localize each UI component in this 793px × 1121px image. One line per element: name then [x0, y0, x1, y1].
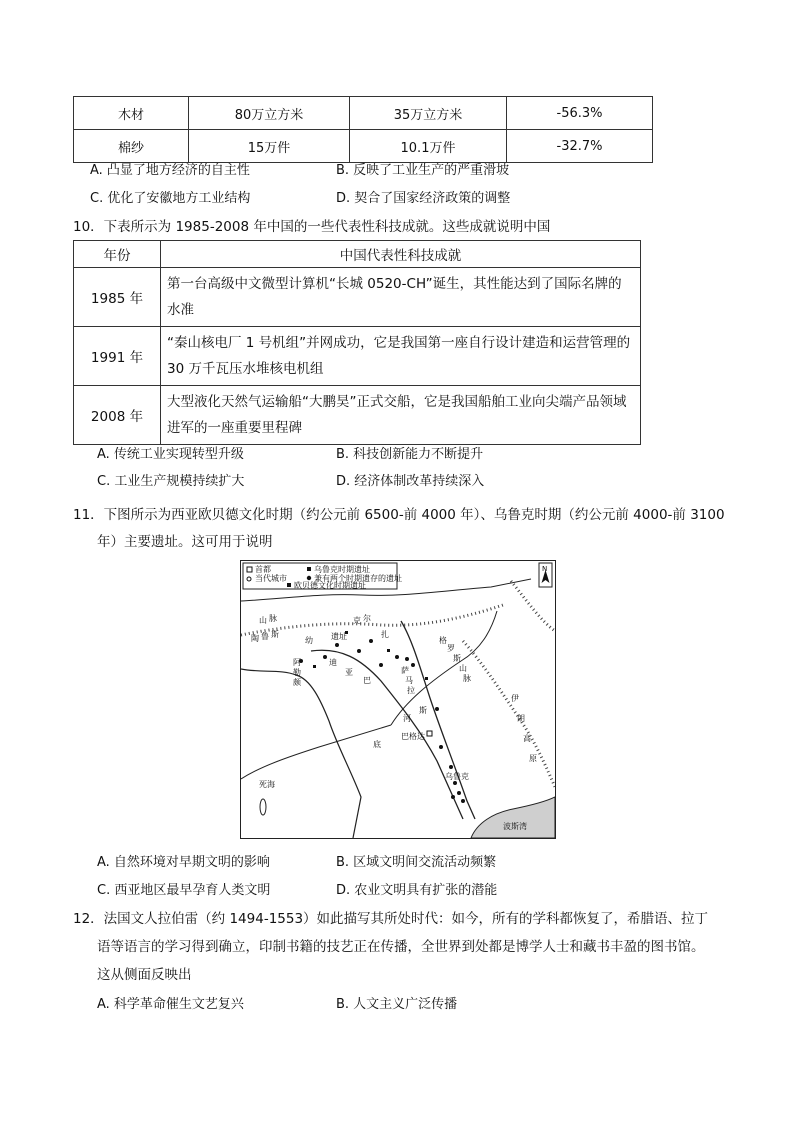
map-label-dead-sea: 死海 — [259, 780, 275, 789]
q12-stem-line2: 语等语言的学习得到确立，印制书籍的技艺正在传播，全世界到处都是博学人士和藏书丰盈的图书馆。 — [97, 939, 705, 955]
table-cell: -56.3% — [507, 97, 653, 130]
map-label: 罗 — [447, 644, 455, 653]
map-drawing — [241, 561, 555, 838]
site-marker — [411, 663, 415, 667]
map-label: 幼 — [305, 636, 313, 645]
map-label-baghdad: 巴格达 — [401, 732, 425, 741]
coastline-west — [241, 669, 361, 838]
table-tech-achievements — [73, 240, 641, 445]
table-row — [74, 268, 641, 327]
q9-option-a: A. 凸显了地方经济的自主性 — [90, 163, 250, 178]
q11-option-a: A. 自然环境对早期文明的影响 — [97, 855, 270, 870]
table-header: 年份 — [74, 241, 161, 268]
q10-stem: 10．下表所示为 1985-2008 年中国的一些代表性科技成就。这些成就说明中国 — [73, 219, 551, 235]
map-label: 萨 — [401, 666, 409, 675]
site-marker — [369, 639, 373, 643]
table-cell-text: 大型液化天然气运输船“大鹏昊”正式交船，它是我国船舶工业向尖端产品领域进军的一座重要里程碑 — [161, 386, 641, 445]
q12-option-a: A. 科学革命催生文艺复兴 — [97, 997, 244, 1012]
site-marker — [425, 677, 428, 680]
map-label: 阿 — [293, 658, 301, 667]
q12-stem-line1: 12．法国文人拉伯雷（约 1494-1553）如此描写其所处时代：如今，所有的学科都恢复了，希腊语、拉丁 — [73, 911, 709, 927]
dead-sea-shape — [260, 799, 266, 815]
legend-label: 兼有两个时期遗存的遗址 — [314, 574, 402, 583]
tigris-river-line — [401, 621, 475, 819]
site-markers — [299, 631, 465, 803]
map-label: 伊 — [511, 694, 519, 703]
map-label: 拉 — [407, 686, 415, 695]
q10-option-b: B. 科技创新能力不断提升 — [336, 447, 484, 462]
map-label: 马 — [405, 676, 413, 685]
site-marker — [449, 765, 453, 769]
map-label: 高 — [523, 734, 531, 743]
q9-option-d: D. 契合了国家经济政策的调整 — [336, 191, 511, 206]
table-cell-year: 1991 年 — [74, 327, 161, 386]
mountains-line — [511, 581, 555, 631]
q10-option-c: C. 工业生产规模持续扩大 — [97, 474, 245, 489]
site-marker — [323, 655, 327, 659]
baghdad-capital-icon — [427, 731, 432, 736]
legend-label: 欧贝德文化时期遗址 — [294, 581, 366, 590]
table-cell: 棉纱 — [74, 130, 189, 163]
north-label: N — [542, 565, 548, 573]
q11-option-d: D. 农业文明具有扩张的潜能 — [336, 883, 498, 898]
map-label: 迪 — [329, 658, 337, 667]
site-marker — [313, 665, 316, 668]
map-label: 斯 — [419, 706, 427, 715]
map-label-persian-gulf: 波斯湾 — [503, 822, 527, 831]
site-marker — [387, 649, 390, 652]
table-cell: 80万立方米 — [189, 97, 350, 130]
table-row — [74, 97, 653, 130]
table-cell-text: 第一台高级中文微型计算机“长城 0520-CH”诞生，其性能达到了国际名牌的水准 — [161, 268, 641, 327]
map-label: 斯 — [453, 654, 461, 663]
table-header-row — [74, 241, 641, 268]
map-label: 鲁 — [261, 632, 269, 641]
site-marker — [439, 745, 443, 749]
q9-option-c: C. 优化了安徽地方工业结构 — [90, 191, 251, 206]
table-cell-year: 1985 年 — [74, 268, 161, 327]
table-cell-year: 2008 年 — [74, 386, 161, 445]
map-label: 脉 — [463, 674, 471, 683]
table-cell-text: “秦山核电厂 1 号机组”并网成功，它是我国第一座自行设计建造和运营管理的 30 万千瓦压水堆核电机组 — [161, 327, 641, 386]
q11-stem-line2: 年）主要遗址。这可用于说明 — [97, 534, 273, 550]
site-marker — [357, 649, 361, 653]
map-label: 扎 — [381, 630, 389, 639]
table-cell: -32.7% — [507, 130, 653, 163]
ubaid-marker-icon — [287, 583, 291, 587]
site-marker — [395, 655, 399, 659]
map-label: 勒 — [293, 668, 301, 677]
map-label: 山 — [459, 664, 467, 673]
legend-label: 乌鲁克时期遗址 — [314, 565, 370, 574]
map-label: 陶 — [251, 634, 259, 643]
map-label-uruk: 乌鲁克 — [445, 772, 469, 781]
table-production — [73, 96, 653, 163]
site-marker — [457, 791, 461, 795]
map-label: 斯 — [271, 630, 279, 639]
map-label: 河 — [403, 714, 411, 723]
both-periods-marker-icon — [307, 576, 311, 580]
table-row — [74, 130, 653, 163]
legend-label: 当代城市 — [255, 574, 287, 583]
site-marker — [453, 781, 457, 785]
q11-option-c: C. 西亚地区最早孕育人类文明 — [97, 883, 271, 898]
map-label: 遗址 — [331, 632, 347, 641]
table-cell: 35万立方米 — [350, 97, 507, 130]
table-cell: 10.1万件 — [350, 130, 507, 163]
map-label: 底 — [373, 740, 381, 749]
taurus-mountains-line — [241, 605, 503, 635]
table-cell: 木材 — [74, 97, 189, 130]
table-cell: 15万件 — [189, 130, 350, 163]
uruk-marker-icon — [307, 567, 311, 571]
map-label: 克 — [353, 616, 361, 625]
site-marker — [435, 707, 439, 711]
map-label: 朗 — [517, 714, 525, 723]
q10-option-d: D. 经济体制改革持续深入 — [336, 474, 485, 489]
map-label: 巴 — [363, 676, 371, 685]
map-label: 脉 — [269, 614, 277, 623]
legend-label: 首都 — [255, 565, 271, 574]
q12-option-b: B. 人文主义广泛传播 — [336, 997, 458, 1012]
zagros-mountains-line — [463, 641, 555, 787]
site-marker — [379, 663, 383, 667]
map-label: 颇 — [293, 678, 301, 687]
site-marker — [335, 643, 339, 647]
table-row — [74, 327, 641, 386]
q11-option-b: B. 区域文明间交流活动频繁 — [336, 855, 497, 870]
q10-option-a: A. 传统工业实现转型升级 — [97, 447, 244, 462]
map-label: 亚 — [345, 668, 353, 677]
map-label: 山 — [259, 616, 267, 625]
border-line — [241, 725, 391, 779]
table-row — [74, 386, 641, 445]
q11-stem-line1: 11．下图所示为西亚欧贝德文化时期（约公元前 6500-前 4000 年）、乌鲁克时期（约公元前 4000-前 3100 — [73, 507, 725, 523]
site-marker — [405, 657, 409, 661]
persian-gulf-area — [471, 797, 555, 838]
site-marker — [451, 795, 455, 799]
map-label: 尔 — [363, 614, 371, 623]
site-marker — [461, 799, 465, 803]
map-west-asia-sites — [240, 560, 556, 839]
map-label: 格 — [439, 636, 447, 645]
q9-option-b: B. 反映了工业生产的严重滑坡 — [336, 163, 510, 178]
q12-stem-line3: 这从侧面反映出 — [97, 967, 192, 983]
table-header: 中国代表性科技成就 — [161, 241, 641, 268]
map-label: 原 — [529, 754, 537, 763]
